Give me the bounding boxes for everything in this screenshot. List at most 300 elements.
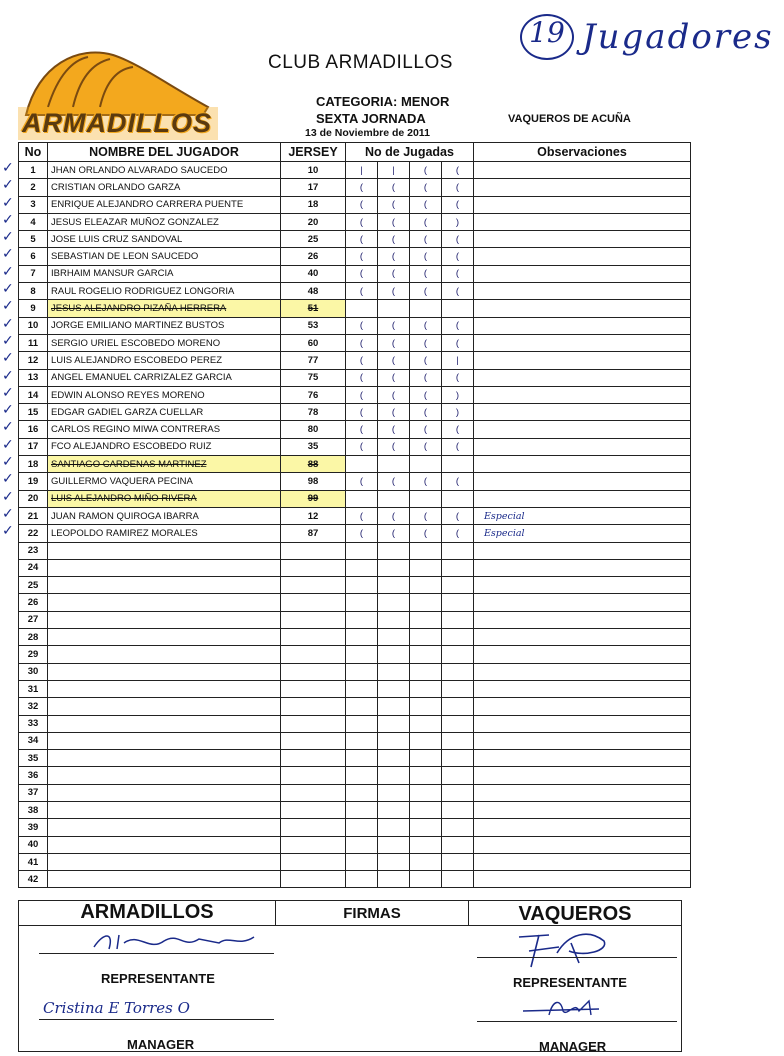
table-row (19, 300, 691, 317)
table-row (19, 801, 691, 818)
observacion (474, 663, 691, 680)
jugada-mark (410, 629, 442, 646)
player-name (48, 629, 281, 646)
check-mark-icon: ✓ (2, 229, 14, 245)
jugada-mark (410, 577, 442, 594)
jugada-mark (346, 715, 378, 732)
roster-table (18, 142, 691, 888)
check-mark-icon: ✓ (2, 264, 14, 280)
row-number: 9 (19, 300, 48, 317)
table-row (19, 629, 691, 646)
row-number: 42 (19, 871, 48, 888)
check-mark-icon: ✓ (2, 298, 14, 314)
jersey-number (281, 559, 346, 576)
jugada-mark: ( (346, 473, 378, 490)
player-name (48, 577, 281, 594)
observacion (474, 871, 691, 888)
check-mark-icon: ✓ (2, 281, 14, 297)
jersey-number (281, 750, 346, 767)
row-number: 15 (19, 404, 48, 421)
jersey-number (281, 611, 346, 628)
jugada-mark (410, 490, 442, 507)
jugada-mark: ( (410, 473, 442, 490)
jersey-number: 53 (281, 317, 346, 334)
row-number: 31 (19, 680, 48, 697)
player-name: EDWIN ALONSO REYES MORENO (48, 386, 281, 403)
jugada-mark (378, 853, 410, 870)
observacion (474, 213, 691, 230)
jersey-number: 17 (281, 179, 346, 196)
observacion (474, 421, 691, 438)
jugada-mark (410, 801, 442, 818)
check-mark-icon: ✓ (2, 333, 14, 349)
manager-right-label: MANAGER (539, 1039, 607, 1054)
jugada-mark (346, 490, 378, 507)
row-number: 33 (19, 715, 48, 732)
row-number: 3 (19, 196, 48, 213)
player-name: RAUL ROGELIO RODRIGUEZ LONGORIA (48, 283, 281, 300)
jersey-number (281, 680, 346, 697)
signature-block (18, 900, 682, 1052)
jersey-number (281, 767, 346, 784)
observacion (474, 265, 691, 282)
check-mark-icon: ✓ (2, 368, 14, 384)
jugada-mark: ( (346, 421, 378, 438)
jugada-mark: ( (378, 473, 410, 490)
col-header-observaciones: Observaciones (474, 143, 691, 162)
jugada-mark (346, 750, 378, 767)
table-row (19, 231, 691, 248)
observacion (474, 715, 691, 732)
observacion (474, 680, 691, 697)
jugada-mark: ( (378, 248, 410, 265)
jugada-mark: ( (442, 265, 474, 282)
row-number: 39 (19, 819, 48, 836)
observacion (474, 577, 691, 594)
check-mark-icon: ✓ (2, 402, 14, 418)
jugada-mark (378, 629, 410, 646)
jugada-mark: ( (410, 231, 442, 248)
representante-right-signature (509, 923, 629, 971)
player-name (48, 819, 281, 836)
table-row (19, 369, 691, 386)
table-row (19, 680, 691, 697)
jugada-mark (410, 594, 442, 611)
table-row (19, 196, 691, 213)
jugada-mark (378, 611, 410, 628)
jersey-number (281, 542, 346, 559)
jugada-mark (346, 732, 378, 749)
player-name: FCO ALEJANDRO ESCOBEDO RUIZ (48, 438, 281, 455)
player-name (48, 784, 281, 801)
player-name (48, 646, 281, 663)
jugada-mark (410, 836, 442, 853)
jugada-mark (378, 767, 410, 784)
jugada-mark (346, 853, 378, 870)
jugada-mark (346, 300, 378, 317)
jugada-mark (410, 559, 442, 576)
player-name (48, 663, 281, 680)
player-name: JESUS ELEAZAR MUÑOZ GONZALEZ (48, 213, 281, 230)
jersey-number (281, 853, 346, 870)
jugada-mark (410, 456, 442, 473)
categoria: CATEGORIA: MENOR (316, 94, 450, 109)
table-row (19, 594, 691, 611)
row-number: 25 (19, 577, 48, 594)
table-row (19, 265, 691, 282)
jugada-mark (442, 871, 474, 888)
row-number: 30 (19, 663, 48, 680)
jugada-mark: ( (410, 317, 442, 334)
table-row (19, 715, 691, 732)
table-row (19, 784, 691, 801)
jugada-mark: ( (442, 421, 474, 438)
jugada-mark (410, 542, 442, 559)
row-number: 4 (19, 213, 48, 230)
jugada-mark (346, 456, 378, 473)
jugada-mark: ( (346, 265, 378, 282)
jugada-mark (442, 490, 474, 507)
jugada-mark (442, 750, 474, 767)
jersey-number: 98 (281, 473, 346, 490)
table-row (19, 542, 691, 559)
jersey-number: 76 (281, 386, 346, 403)
row-number: 41 (19, 853, 48, 870)
observacion (474, 698, 691, 715)
jugada-mark (410, 871, 442, 888)
observacion (474, 767, 691, 784)
jugada-mark (410, 663, 442, 680)
player-name (48, 715, 281, 732)
row-number: 36 (19, 767, 48, 784)
row-number: 6 (19, 248, 48, 265)
check-mark-icon: ✓ (2, 523, 14, 539)
table-row (19, 421, 691, 438)
page-title: CLUB ARMADILLOS (268, 52, 453, 73)
row-number: 24 (19, 559, 48, 576)
team-right-label: VAQUEROS (469, 901, 681, 926)
jersey-number: 25 (281, 231, 346, 248)
jugada-mark (410, 715, 442, 732)
jugada-mark: ( (410, 283, 442, 300)
col-header-jugadas: No de Jugadas (346, 143, 474, 162)
jugada-mark: ( (410, 386, 442, 403)
jugada-mark (442, 836, 474, 853)
jugada-mark (410, 300, 442, 317)
rival-team: VAQUEROS DE ACUÑA (508, 113, 631, 125)
jugada-mark: ( (442, 369, 474, 386)
player-name (48, 559, 281, 576)
jugada-mark: ( (378, 352, 410, 369)
player-name: JUAN RAMON QUIROGA IBARRA (48, 507, 281, 524)
observacion (474, 231, 691, 248)
jugada-mark: ( (410, 369, 442, 386)
jugada-mark: ( (410, 421, 442, 438)
table-row (19, 213, 691, 230)
jugada-mark: ( (378, 283, 410, 300)
observacion (474, 819, 691, 836)
observacion (474, 334, 691, 351)
count-number: 19 (520, 14, 574, 60)
col-header-no: No (19, 143, 48, 162)
jugada-mark: ( (346, 248, 378, 265)
jugada-mark: ( (378, 438, 410, 455)
observacion (474, 559, 691, 576)
player-name: JORGE EMILIANO MARTINEZ BUSTOS (48, 317, 281, 334)
player-name: SEBASTIAN DE LEON SAUCEDO (48, 248, 281, 265)
player-name: SERGIO URIEL ESCOBEDO MORENO (48, 334, 281, 351)
table-row (19, 352, 691, 369)
check-mark-icon: ✓ (2, 350, 14, 366)
player-name (48, 698, 281, 715)
jugada-mark: ( (410, 196, 442, 213)
player-name: JHAN ORLANDO ALVARADO SAUCEDO (48, 162, 281, 179)
jugada-mark: ) (442, 404, 474, 421)
jugada-mark: ( (410, 162, 442, 179)
sig-line (39, 953, 274, 954)
row-number: 10 (19, 317, 48, 334)
jugada-mark (442, 715, 474, 732)
row-number: 19 (19, 473, 48, 490)
jugada-mark (378, 715, 410, 732)
table-row (19, 162, 691, 179)
jugada-mark: ( (410, 179, 442, 196)
row-number: 21 (19, 507, 48, 524)
table-row (19, 732, 691, 749)
table-row (19, 283, 691, 300)
observacion (474, 542, 691, 559)
jugada-mark: ( (346, 438, 378, 455)
jugada-mark (346, 784, 378, 801)
player-name (48, 680, 281, 697)
player-name: ENRIQUE ALEJANDRO CARRERA PUENTE (48, 196, 281, 213)
check-mark-icon: ✓ (2, 160, 14, 176)
jersey-number: 40 (281, 265, 346, 282)
jersey-number: 77 (281, 352, 346, 369)
jugada-mark (442, 456, 474, 473)
table-row (19, 490, 691, 507)
player-name: JOSE LUIS CRUZ SANDOVAL (48, 231, 281, 248)
check-mark-icon: ✓ (2, 316, 14, 332)
player-name (48, 750, 281, 767)
jugada-mark: ( (378, 334, 410, 351)
jersey-number: 80 (281, 421, 346, 438)
jugada-mark: | (442, 352, 474, 369)
table-row (19, 698, 691, 715)
jersey-number: 78 (281, 404, 346, 421)
row-number: 13 (19, 369, 48, 386)
jugada-mark (378, 594, 410, 611)
observacion (474, 386, 691, 403)
jugada-mark (346, 559, 378, 576)
table-row (19, 663, 691, 680)
jersey-number: 60 (281, 334, 346, 351)
row-number: 1 (19, 162, 48, 179)
col-header-jersey: JERSEY (281, 143, 346, 162)
player-name (48, 836, 281, 853)
jugada-mark (378, 559, 410, 576)
row-number: 32 (19, 698, 48, 715)
jersey-number (281, 646, 346, 663)
jersey-number (281, 629, 346, 646)
observacion (474, 646, 691, 663)
jugada-mark: ( (378, 317, 410, 334)
player-name (48, 853, 281, 870)
jersey-number: 99 (281, 490, 346, 507)
check-mark-icon: ✓ (2, 489, 14, 505)
jugada-mark: ( (378, 179, 410, 196)
manager-right-signature (519, 995, 609, 1019)
jugada-mark: ( (410, 213, 442, 230)
observacion (474, 162, 691, 179)
row-number: 22 (19, 525, 48, 542)
player-name: JESUS ALEJANDRO PIZAÑA HERRERA (48, 300, 281, 317)
row-number: 16 (19, 421, 48, 438)
observacion (474, 611, 691, 628)
jugada-mark: ( (410, 438, 442, 455)
jugada-mark (378, 732, 410, 749)
row-number: 12 (19, 352, 48, 369)
jugada-mark (378, 680, 410, 697)
row-number: 2 (19, 179, 48, 196)
jugada-mark: ( (442, 196, 474, 213)
jugada-mark: ( (378, 525, 410, 542)
jersey-number: 87 (281, 525, 346, 542)
jugada-mark (442, 698, 474, 715)
row-number: 18 (19, 456, 48, 473)
row-number: 8 (19, 283, 48, 300)
jugada-mark: ( (378, 213, 410, 230)
table-row (19, 248, 691, 265)
jugada-mark: ( (346, 507, 378, 524)
representante-left-signature (89, 927, 259, 955)
jugada-mark: ) (442, 386, 474, 403)
jugada-mark (442, 629, 474, 646)
observacion: Especial (474, 507, 691, 524)
jersey-number: 88 (281, 456, 346, 473)
jugada-mark: ( (378, 265, 410, 282)
jugada-mark (378, 456, 410, 473)
jugada-mark (410, 767, 442, 784)
check-mark-icon: ✓ (2, 454, 14, 470)
jersey-number: 48 (281, 283, 346, 300)
jugada-mark: ( (442, 473, 474, 490)
table-row (19, 836, 691, 853)
table-row (19, 750, 691, 767)
firmas-label: FIRMAS (276, 901, 469, 926)
jugada-mark: ( (378, 369, 410, 386)
jersey-number (281, 801, 346, 818)
table-row (19, 819, 691, 836)
table-row (19, 611, 691, 628)
jugada-mark (442, 680, 474, 697)
jugada-mark: ( (346, 179, 378, 196)
check-mark-icon: ✓ (2, 471, 14, 487)
jersey-number: 51 (281, 300, 346, 317)
count-label: Jugadores (582, 17, 774, 57)
observacion (474, 490, 691, 507)
row-number: 28 (19, 629, 48, 646)
player-name: CRISTIAN ORLANDO GARZA (48, 179, 281, 196)
check-mark-icon: ✓ (2, 195, 14, 211)
jersey-number (281, 732, 346, 749)
player-name (48, 871, 281, 888)
jugada-mark (410, 680, 442, 697)
jugada-mark (346, 646, 378, 663)
table-row (19, 456, 691, 473)
jersey-number (281, 698, 346, 715)
jugada-mark (410, 819, 442, 836)
row-number: 40 (19, 836, 48, 853)
jugada-mark: ( (442, 507, 474, 524)
jugada-mark: ) (442, 213, 474, 230)
jersey-number (281, 836, 346, 853)
row-number: 34 (19, 732, 48, 749)
row-number: 37 (19, 784, 48, 801)
observacion (474, 853, 691, 870)
jugada-mark: ( (346, 386, 378, 403)
jugada-mark: ( (346, 213, 378, 230)
observacion (474, 248, 691, 265)
jugada-mark (378, 801, 410, 818)
jugada-mark (378, 577, 410, 594)
jugada-mark: ( (442, 231, 474, 248)
player-name (48, 594, 281, 611)
jugada-mark (378, 750, 410, 767)
jugada-mark (346, 801, 378, 818)
observacion (474, 283, 691, 300)
observacion (474, 300, 691, 317)
jugada-mark: ( (410, 265, 442, 282)
jugada-mark: ( (346, 196, 378, 213)
row-number: 14 (19, 386, 48, 403)
representante-right-label: REPRESENTANTE (513, 975, 627, 990)
jugada-mark (410, 646, 442, 663)
jugada-mark (346, 629, 378, 646)
jugada-mark (442, 853, 474, 870)
jugada-mark: ( (378, 507, 410, 524)
row-number: 17 (19, 438, 48, 455)
jugada-mark: ( (442, 438, 474, 455)
player-name (48, 767, 281, 784)
row-number: 23 (19, 542, 48, 559)
jugada-mark (442, 542, 474, 559)
jugada-mark: ( (410, 352, 442, 369)
jugada-mark: ( (410, 404, 442, 421)
observacion (474, 784, 691, 801)
jugada-mark (442, 801, 474, 818)
table-row (19, 767, 691, 784)
jugada-mark: ( (378, 421, 410, 438)
jugada-mark (346, 871, 378, 888)
jugada-mark (442, 732, 474, 749)
observacion (474, 836, 691, 853)
jugada-mark: ( (378, 386, 410, 403)
team-left-label: ARMADILLOS (19, 901, 276, 926)
jugada-mark (378, 490, 410, 507)
row-number: 5 (19, 231, 48, 248)
table-row (19, 386, 691, 403)
handwritten-player-count (529, 14, 774, 60)
jugada-mark (346, 819, 378, 836)
jugada-mark: ( (442, 317, 474, 334)
jugada-mark (410, 750, 442, 767)
observacion (474, 404, 691, 421)
jugada-mark (346, 680, 378, 697)
jersey-number: 10 (281, 162, 346, 179)
observacion (474, 801, 691, 818)
row-number: 29 (19, 646, 48, 663)
